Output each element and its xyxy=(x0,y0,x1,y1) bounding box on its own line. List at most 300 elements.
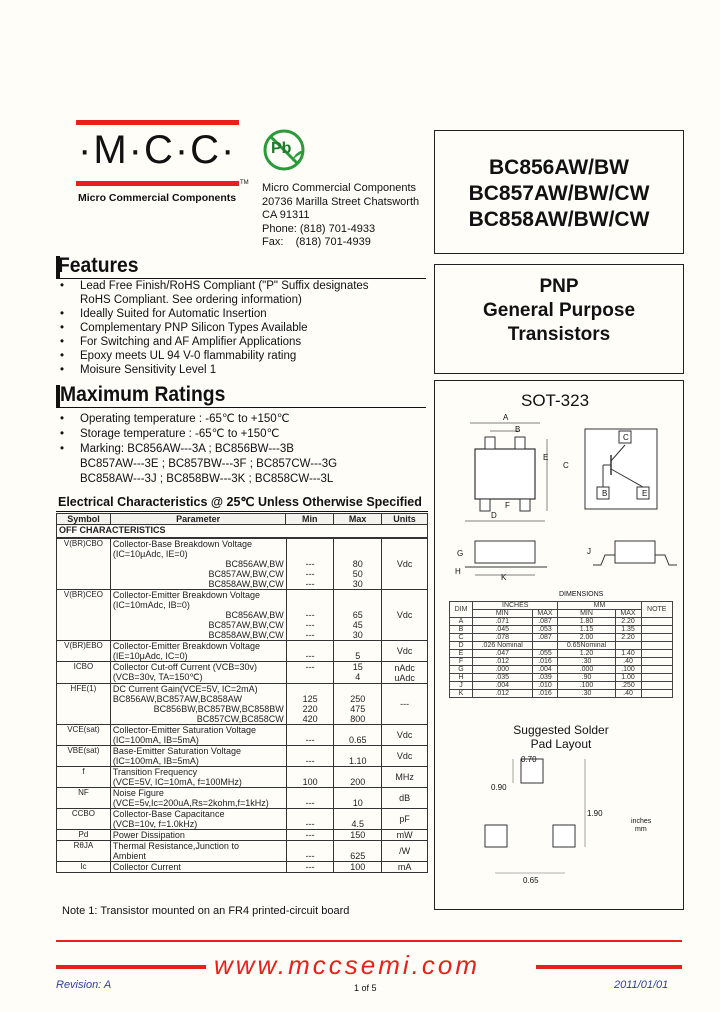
elec-note: Note 1: Transistor mounted on an FR4 printed-circuit board xyxy=(62,905,350,917)
table-row xyxy=(57,641,428,662)
dim-cell: 0.65Nominal xyxy=(558,642,615,650)
list-item: BC858AW---3J ; BC858BW---3K ; BC858CW---3L xyxy=(80,473,334,485)
list-item: • Ideally Suited for Automatic Insertion xyxy=(60,308,267,320)
dim-cell: 1.15 xyxy=(558,626,615,634)
features-title: Features xyxy=(58,254,139,277)
cell-parameter xyxy=(110,662,286,684)
dim-cell: .045 xyxy=(472,626,532,634)
dim-cell: .047 xyxy=(472,650,532,658)
value: --- xyxy=(305,662,315,672)
param-line: (IC=10mAdc, IB=0) xyxy=(112,600,190,610)
table-header: Max xyxy=(334,514,382,525)
pad-dim: 1.90 xyxy=(587,809,603,818)
cell-max xyxy=(334,862,382,873)
cell-min xyxy=(286,830,334,841)
table-header: Min xyxy=(286,514,334,525)
param-line: BC856AW,BW xyxy=(225,559,284,569)
address-line: Micro Commercial Components xyxy=(262,182,417,194)
table-row xyxy=(57,684,428,725)
table-row xyxy=(57,841,428,862)
value: 0.65 xyxy=(349,735,367,745)
section-title: OFF CHARACTERISTICS xyxy=(57,525,428,538)
logo-subtitle: Micro Commercial Components xyxy=(78,192,237,204)
cell-parameter xyxy=(110,539,286,590)
dim-cell: .026 Nominal xyxy=(472,642,532,650)
dim-label: E xyxy=(543,453,549,462)
cell-unit: Vdc xyxy=(382,539,428,590)
dim-label: K xyxy=(501,573,507,582)
value: 100 xyxy=(302,777,318,787)
cell-unit: MHz xyxy=(382,767,428,788)
value: --- xyxy=(305,756,315,766)
dim-cell: 1.80 xyxy=(558,618,615,626)
description-line: Transistors xyxy=(507,324,611,345)
cell-symbol: RθJA xyxy=(57,841,111,862)
param-line: Noise Figure xyxy=(112,788,164,798)
cell-parameter xyxy=(110,641,286,662)
dim-cell xyxy=(641,674,673,682)
cell-parameter xyxy=(110,809,286,830)
param-line: Collector-Emitter Breakdown Voltage xyxy=(112,590,260,600)
max-ratings-title: Maximum Ratings xyxy=(60,383,226,406)
list-item: • Epoxy meets UL 94 V-0 flammability rating xyxy=(60,350,297,362)
dim-cell: E xyxy=(450,650,473,658)
param-line: Collector Cut-off Current (VCB=30v) xyxy=(112,662,258,672)
cell-parameter xyxy=(110,841,286,862)
pad-layout-title xyxy=(509,723,613,751)
part-number-box xyxy=(434,130,684,254)
value: 10 xyxy=(352,798,363,808)
dim-row xyxy=(450,634,673,642)
dim-cell: J xyxy=(450,682,473,690)
pad-dim: 0.90 xyxy=(491,783,507,792)
param-line: BC857CW,BC858CW xyxy=(196,714,284,724)
dim-cell: .004 xyxy=(532,666,558,674)
table-row xyxy=(57,539,428,590)
dim-row xyxy=(450,682,673,690)
dim-cell xyxy=(532,642,558,650)
revision: Revision: A xyxy=(56,979,112,991)
dim-cell xyxy=(641,658,673,666)
value: 150 xyxy=(350,830,366,840)
cell-unit: mW xyxy=(382,830,428,841)
dim-cell: G xyxy=(450,666,473,674)
table-row xyxy=(57,767,428,788)
dim-cell xyxy=(641,642,673,650)
table-row xyxy=(57,662,428,684)
param-line: (IE=10μAdc, IC=0) xyxy=(112,651,188,661)
value: 1.10 xyxy=(349,756,367,766)
pin-label: C xyxy=(623,433,629,442)
param-line: (VCB=30v, TA=150℃) xyxy=(112,672,203,682)
param-line: BC857AW,BW,CW xyxy=(208,620,284,630)
address-line: 20736 Marilla Street Chatsworth xyxy=(262,195,420,208)
dim-header: NOTE xyxy=(641,602,673,618)
cell-min xyxy=(286,788,334,809)
dim-cell: .053 xyxy=(532,626,558,634)
value: 15 xyxy=(352,662,363,672)
list-item: • Storage temperature : -65℃ to +150℃ xyxy=(60,428,280,440)
cell-min xyxy=(286,590,334,641)
dim-cell: .40 xyxy=(615,658,641,666)
max-ratings-underline xyxy=(56,407,426,408)
param-line: BC856AW,BC857AW,BC858AW xyxy=(112,694,242,704)
dim-label: C xyxy=(563,461,569,470)
param-line: Collector-Base Capacitance xyxy=(112,809,225,819)
dim-cell: D xyxy=(450,642,473,650)
cell-parameter xyxy=(110,862,286,873)
dim-row xyxy=(450,658,673,666)
pad-dim: 0.70 xyxy=(521,755,537,764)
dim-header: MIN xyxy=(472,610,532,618)
table-header: Symbol xyxy=(57,514,111,525)
dim-cell xyxy=(641,618,673,626)
logo-tm: TM xyxy=(240,180,249,186)
dim-cell: .100 xyxy=(558,682,615,690)
dim-cell: .000 xyxy=(558,666,615,674)
features-list xyxy=(54,279,434,377)
dim-cell: .035 xyxy=(472,674,532,682)
cell-min xyxy=(286,662,334,684)
value: 4.5 xyxy=(351,819,365,829)
dim-cell: .90 xyxy=(558,674,615,682)
value: 45 xyxy=(352,620,363,630)
param-line: Collector-Base Breakdown Voltage xyxy=(112,539,252,549)
value: 625 xyxy=(350,851,366,861)
cell-min xyxy=(286,539,334,590)
logo-bar-bottom xyxy=(76,181,239,186)
description-line: General Purpose xyxy=(482,300,636,321)
list-item: RoHS Compliant. See ordering information) xyxy=(80,294,302,306)
cell-unit: pF xyxy=(382,809,428,830)
cell-unit: Vdc xyxy=(382,590,428,641)
dim-label: F xyxy=(505,501,510,510)
value: 50 xyxy=(352,569,363,579)
cell-max xyxy=(334,725,382,746)
cell-max xyxy=(334,809,382,830)
value: --- xyxy=(305,851,315,861)
dim-cell: .250 xyxy=(615,682,641,690)
dim-cell: .087 xyxy=(532,618,558,626)
cell-unit: mA xyxy=(382,862,428,873)
value: --- xyxy=(305,569,315,579)
param-line: Power Dissipation xyxy=(112,830,185,840)
dim-group: INCHES xyxy=(472,602,558,610)
param-line: (VCB=10v, f=1.0kHz) xyxy=(112,819,198,829)
cell-parameter xyxy=(110,767,286,788)
dim-row xyxy=(450,674,673,682)
value: --- xyxy=(305,559,315,569)
table-row xyxy=(57,725,428,746)
value: 30 xyxy=(352,630,363,640)
dim-cell: K xyxy=(450,690,473,698)
dim-header: MAX xyxy=(615,610,641,618)
cell-unit: Vdc xyxy=(382,746,428,767)
param-line: (IC=10μAdc, IE=0) xyxy=(112,549,188,559)
dim-cell: 2.20 xyxy=(615,618,641,626)
dim-cell: .078 xyxy=(472,634,532,642)
dim-row xyxy=(450,642,673,650)
dim-label: B xyxy=(515,425,521,434)
description-box xyxy=(434,264,684,374)
cell-min xyxy=(286,746,334,767)
cell-min xyxy=(286,841,334,862)
dim-cell: A xyxy=(450,618,473,626)
cell-max xyxy=(334,767,382,788)
dim-cell: .071 xyxy=(472,618,532,626)
cell-unit: nAdc uAdc xyxy=(382,662,428,684)
cell-min xyxy=(286,725,334,746)
dim-header: MIN xyxy=(558,610,615,618)
list-item: • Complementary PNP Silicon Types Available xyxy=(60,322,308,334)
param-line: BC858AW,BW,CW xyxy=(208,630,284,640)
param-line: Collector-Emitter Breakdown Voltage xyxy=(112,641,260,651)
address-line: Fax: (818) 701-4939 xyxy=(262,236,371,248)
dim-label: D xyxy=(491,511,497,520)
pad-title-line: Suggested Solder xyxy=(513,723,609,737)
cell-max xyxy=(334,641,382,662)
value: 5 xyxy=(355,651,361,661)
dim-table-title: DIMENSIONS xyxy=(559,591,604,598)
elec-title: Electrical Characteristics @ 25℃ Unless Otherwise Specified xyxy=(58,495,422,509)
address-line: Phone: (818) 701-4933 xyxy=(262,222,376,235)
dim-cell: .039 xyxy=(532,674,558,682)
list-item: BC857AW---3E ; BC857BW---3F ; BC857CW---3G xyxy=(80,458,338,470)
logo: ·M·C·C· xyxy=(78,128,237,172)
elec-rows xyxy=(56,538,428,873)
value: 475 xyxy=(350,704,366,714)
dim-cell: .100 xyxy=(615,666,641,674)
elec-table xyxy=(56,513,428,538)
date: 2011/01/01 xyxy=(614,979,669,991)
value: 800 xyxy=(350,714,366,724)
dim-row xyxy=(450,650,673,658)
param-line: BC856BW,BC857BW,BC858BW xyxy=(153,704,284,714)
list-item: • Marking: BC856AW---3A ; BC856BW---3B xyxy=(60,443,294,455)
table-row xyxy=(57,830,428,841)
value: 420 xyxy=(302,714,318,724)
value: --- xyxy=(305,819,315,829)
param-line: Base-Emitter Saturation Voltage xyxy=(112,746,241,756)
pad-unit: inches xyxy=(631,818,652,825)
dim-label: J xyxy=(587,547,591,556)
table-row xyxy=(57,809,428,830)
cell-symbol: V(BR)CBO xyxy=(57,539,111,590)
company-address xyxy=(262,182,419,250)
website-url[interactable]: www.mccsemi.com xyxy=(214,950,481,980)
cell-symbol: NF xyxy=(57,788,111,809)
dim-cell: .016 xyxy=(532,690,558,698)
dim-label: G xyxy=(457,549,464,558)
dim-cell xyxy=(641,650,673,658)
value: 100 xyxy=(350,862,366,872)
part-number: BC858AW/BW/CW xyxy=(468,208,650,231)
dim-cell: .30 xyxy=(558,658,615,666)
cell-min xyxy=(286,809,334,830)
dim-group: MM xyxy=(558,602,641,610)
cell-symbol: V(BR)CEO xyxy=(57,590,111,641)
table-row xyxy=(57,746,428,767)
cell-parameter xyxy=(110,725,286,746)
elec-table-body xyxy=(56,538,428,873)
list-item: • Moisure Sensitivity Level 1 xyxy=(60,364,217,376)
elec-table-container xyxy=(56,513,428,908)
cell-symbol: VBE(sat) xyxy=(57,746,111,767)
cell-parameter xyxy=(110,746,286,767)
pad-unit: mm xyxy=(635,826,647,833)
param-line: DC Current Gain(VCE=5V, IC=2mA) xyxy=(112,684,258,694)
cell-min xyxy=(286,641,334,662)
package-name: SOT-323 xyxy=(521,391,590,410)
cell-parameter xyxy=(110,684,286,725)
cell-symbol: Pd xyxy=(57,830,111,841)
pin-label: B xyxy=(602,489,608,498)
table-row xyxy=(57,788,428,809)
dim-cell xyxy=(641,626,673,634)
cell-symbol: HFE(1) xyxy=(57,684,111,725)
cell-parameter xyxy=(110,830,286,841)
value: 220 xyxy=(302,704,318,714)
cell-symbol: CCBO xyxy=(57,809,111,830)
param-line: (VCE=5V, IC=10mA, f=100MHz) xyxy=(112,777,242,787)
cell-symbol: VCE(sat) xyxy=(57,725,111,746)
param-line: Collector Current xyxy=(112,862,181,872)
value: --- xyxy=(305,862,315,872)
dim-row xyxy=(450,690,673,698)
value: 30 xyxy=(352,579,363,589)
param-line: Transition Frequency xyxy=(112,767,198,777)
list-item: • Operating temperature : -65℃ to +150℃ xyxy=(60,413,290,425)
cell-symbol: Ic xyxy=(57,862,111,873)
pb-free-label: Pb xyxy=(271,140,292,157)
dim-cell: .012 xyxy=(472,658,532,666)
value: --- xyxy=(305,579,315,589)
cell-max xyxy=(334,746,382,767)
dim-cell: H xyxy=(450,674,473,682)
cell-min xyxy=(286,684,334,725)
pb-free-icon xyxy=(262,128,306,172)
part-number: BC857AW/BW/CW xyxy=(468,182,650,205)
dim-label: H xyxy=(455,567,461,576)
list-item: • Lead Free Finish/RoHS Compliant ("P" Suffix designates xyxy=(60,280,369,292)
pad-dim: 0.65 xyxy=(523,876,539,885)
value: 200 xyxy=(350,777,366,787)
dim-cell: .055 xyxy=(532,650,558,658)
cell-unit: /W xyxy=(382,841,428,862)
dim-cell: .016 xyxy=(532,658,558,666)
pad-title-line: Pad Layout xyxy=(530,737,592,751)
dim-cell xyxy=(615,642,641,650)
cell-max xyxy=(334,662,382,684)
dim-cell: 1.35 xyxy=(615,626,641,634)
package-box xyxy=(434,380,684,910)
param-line: BC857AW,BW,CW xyxy=(208,569,284,579)
dim-header: MAX xyxy=(532,610,558,618)
cell-symbol: ICBO xyxy=(57,662,111,684)
value: 250 xyxy=(350,694,366,704)
cell-unit: Vdc xyxy=(382,641,428,662)
value: --- xyxy=(305,798,315,808)
cell-symbol: V(BR)EBO xyxy=(57,641,111,662)
elec-title-underline xyxy=(56,511,428,512)
param-line: (IC=100mA, IB=5mA) xyxy=(112,756,199,766)
value: 65 xyxy=(352,610,363,620)
dim-table xyxy=(449,601,673,698)
dim-cell xyxy=(641,690,673,698)
value: --- xyxy=(305,620,315,630)
dim-cell xyxy=(641,682,673,690)
param-line: BC856AW,BW xyxy=(225,610,284,620)
cell-max xyxy=(334,841,382,862)
dim-cell: 1.40 xyxy=(615,650,641,658)
dim-cell: 2.00 xyxy=(558,634,615,642)
table-row xyxy=(57,590,428,641)
value: --- xyxy=(305,630,315,640)
value: 80 xyxy=(352,559,363,569)
max-ratings-list xyxy=(54,412,434,487)
dim-cell: .087 xyxy=(532,634,558,642)
value: 4 xyxy=(355,672,361,682)
cell-unit: dB xyxy=(382,788,428,809)
description-line: PNP xyxy=(539,276,579,297)
value: --- xyxy=(305,830,315,840)
dim-cell: C xyxy=(450,634,473,642)
dim-label: A xyxy=(503,413,509,422)
cell-min xyxy=(286,862,334,873)
dim-cell: .012 xyxy=(472,690,532,698)
cell-unit: --- xyxy=(382,684,428,725)
table-row xyxy=(57,862,428,873)
list-item: • For Switching and AF Amplifier Applications xyxy=(60,336,302,348)
footer-bar-left xyxy=(56,965,206,969)
table-header: Units xyxy=(382,514,428,525)
page-number: 1 of 5 xyxy=(354,983,377,993)
cell-symbol: f xyxy=(57,767,111,788)
cell-parameter xyxy=(110,788,286,809)
dim-header: DIM xyxy=(450,602,473,618)
value: --- xyxy=(305,735,315,745)
cell-parameter xyxy=(110,590,286,641)
param-line: Collector-Emitter Saturation Voltage xyxy=(112,725,256,735)
cell-max xyxy=(334,539,382,590)
cell-max xyxy=(334,684,382,725)
value: --- xyxy=(305,610,315,620)
dim-cell: .000 xyxy=(472,666,532,674)
cell-max xyxy=(334,830,382,841)
pin-label: E xyxy=(642,489,648,498)
dim-cell xyxy=(641,666,673,674)
cell-max xyxy=(334,788,382,809)
dim-cell: 2.20 xyxy=(615,634,641,642)
dim-cell: .30 xyxy=(558,690,615,698)
value: --- xyxy=(305,651,315,661)
dim-row xyxy=(450,626,673,634)
dim-row xyxy=(450,618,673,626)
logo-bar-top xyxy=(76,120,239,125)
cell-min xyxy=(286,767,334,788)
address-line: CA 91311 xyxy=(262,209,310,221)
param-line: (VCE=5v,Ic=200uA,Rs=2kohm,f=1kHz) xyxy=(112,798,269,808)
dim-cell: B xyxy=(450,626,473,634)
dim-row xyxy=(450,666,673,674)
dim-cell xyxy=(641,634,673,642)
param-line: (IC=100mA, IB=5mA) xyxy=(112,735,199,745)
part-number: BC856AW/BW xyxy=(488,156,630,179)
param-line: BC858AW,BW,CW xyxy=(208,579,284,589)
dim-cell: .40 xyxy=(615,690,641,698)
footer-bar-right xyxy=(536,965,682,969)
value: 125 xyxy=(302,694,318,704)
